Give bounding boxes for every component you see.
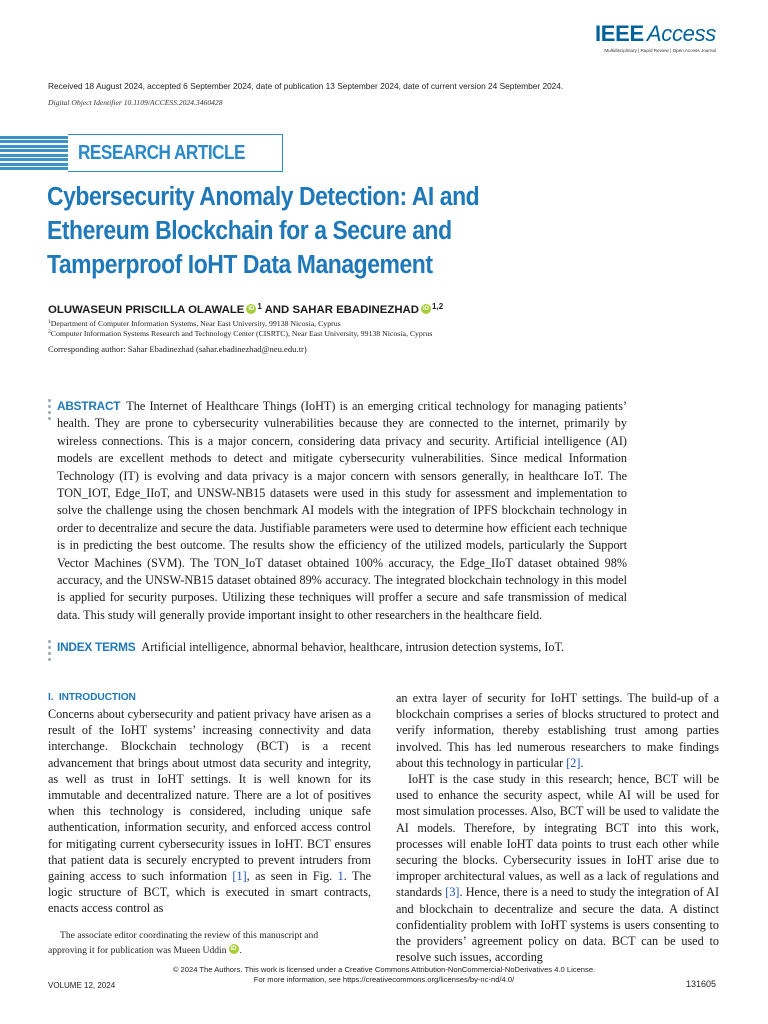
page-number: 131605	[685, 979, 716, 989]
title-line: Tamperproof IoHT Data Management	[47, 251, 433, 279]
citation-link[interactable]: [2]	[566, 755, 581, 770]
article-type-banner	[0, 134, 290, 172]
journal-tagline: Multidisciplinary | Rapid Review | Open Access Journal	[604, 48, 716, 53]
paragraph-text: IoHT is the case study in this research; hence, BCT will be used to enhance the security aspect, while AI will be used for most simulation processes. Also, BCT will be used to validate the AI models. Therefore, by integrating BCT into this work, processes will enable IoHT data points to trust each other while securing the blocks. Cybersecurity issues in IoHT arise due to improper architectural values, as well as a lack of regulations and standards	[396, 772, 719, 900]
body-paragraph	[48, 706, 371, 917]
author-affiliation-mark: 1,2	[432, 302, 444, 311]
author-list	[48, 302, 443, 316]
ieee-access-logo	[595, 22, 716, 53]
section-heading: I. INTRODUCTION	[48, 692, 136, 703]
footnote-text: .	[239, 945, 242, 956]
body-left-column	[48, 690, 371, 917]
affiliation-text: Department of Computer Information Systems, Near East University, 99138 Nicosia, Cyprus	[50, 319, 341, 328]
title-line: Cybersecurity Anomaly Detection: AI and	[47, 183, 480, 211]
paragraph-text: an extra layer of security for IoHT settings. The build-up of a blockchain comprises a series of blocks structured to protect and verify information, thereby establishing trust among parties involved. This has led numerous researchers to make findings about this technology in particular	[396, 691, 719, 770]
index-terms	[57, 639, 657, 656]
license-notice: © 2024 The Authors. This work is licensed under a Creative Commons Attribution-NonCommercial-NoDerivatives 4.0 License.	[172, 965, 596, 974]
footnote-text: approving it for publication was Mueen Uddin	[48, 945, 227, 956]
logo-ieee-text: IEEE	[594, 21, 644, 46]
author-name: OLUWASEUN PRISCILLA OLAWALE	[48, 304, 245, 316]
banner-label: RESEARCH ARTICLE	[78, 141, 245, 164]
body-right-column	[396, 690, 719, 965]
affiliation	[48, 329, 432, 338]
banner-box	[68, 134, 283, 172]
author-name: SAHAR EBADINEZHAD	[292, 304, 420, 316]
affiliation	[48, 319, 341, 328]
abstract-text: The Internet of Healthcare Things (IoHT) is an emerging critical technology for managing patients’ health. They are prone to cybersecurity vulnerabilities because they are connected to the internet, primarily by wireless connections. This is a major concern, considering data privacy and security. Artificial intelligence (AI) models are excellent methods to detect and mitigate cybersecurity vulnerabilities. Since medical Information Technology (IT) is evolving and data privacy is a major concern with sensors generally, in healthcare IoT. The TON_IOT, Edge_IIoT, and UNSW-NB15 datasets were used in this study for assessment and implementation to solve the challenge using the chosen benchmark AI models with the integration of IPFS blockchain technology in order to decentralize and secure the data. Justifiable parameters were used to determine how efficient each technique is in predicting the best outcome. The results show the efficiency of the utilized models, particularly the Support Vector Machines (SVM). The TON_IoT dataset obtained 100% accuracy, the Edge_IIoT dataset obtained 98% accuracy, and the UNSW-NB15 dataset obtained 89% accuracy. The integrated blockchain technology in this model is applied for security purposes. Utilizing these techniques will proffer a secure and safe transmission of medical data. This study will generally provide important insight to other researchers in the healthcare field.	[57, 399, 627, 622]
license-link[interactable]: For more information, see https://creativecommons.org/licenses/by-nc-nd/4.0/	[253, 975, 515, 984]
citation-link[interactable]: [1]	[232, 869, 247, 884]
orcid-icon[interactable]: iD	[423, 306, 430, 312]
footnote-line: The associate editor coordinating the review of this manuscript and	[60, 930, 319, 941]
paragraph-text: Concerns about cybersecurity and patient privacy have arisen as a result of the IoHT systems’ increasing connectivity and data interchange. Blockchain technology (BCT) is a recent advancement that brings about utmost data security and integrity, as well as trust in IoHT settings. It is well known for its immutable and decentralized nature. There are a lot of positives when this technology is considered, including unique safe authentication, information security, and enforced access control for mitigating current cybersecurity issues in IoHT. BCT ensures that patient data is securely encrypted to prevent intruders from gaining access to such information	[48, 707, 371, 884]
affiliation-text: Computer Information Systems Research and Technology Center (CISRTC), Near East University, 99138 Nicosia, Cyprus	[50, 329, 433, 338]
body-paragraph	[396, 690, 719, 771]
paragraph-text: , as seen in Fig.	[246, 869, 338, 884]
title-line: Ethereum Blockchain for a Secure and	[47, 217, 452, 245]
orcid-icon[interactable]: iD	[230, 946, 237, 952]
body-paragraph	[396, 771, 719, 965]
volume-label: VOLUME 12, 2024	[48, 981, 116, 990]
banner-stripes	[0, 136, 68, 170]
paper-title	[47, 180, 607, 282]
doi: Digital Object Identifier 10.1109/ACCESS.2024.3460428	[48, 98, 223, 107]
index-terms-text: Artificial intelligence, abnormal behavior, healthcare, intrusion detection systems, IoT.	[141, 640, 565, 654]
author-connector: AND	[261, 304, 293, 316]
author-affiliation-mark: 1	[257, 302, 262, 311]
paragraph-text: . Hence, there is a need to study the integration of AI and blockchain to decentralize and secure the data. A distinct confidentiality problem with IoHT systems is users consenting to the providers’ agreement policy on data. BCT can be used to resolve such issues, according	[396, 885, 719, 965]
affiliation-mark: 2	[48, 329, 51, 335]
logo-access-text: Access	[646, 21, 716, 46]
corresponding-author: Corresponding author: Sahar Ebadinezhad (sahar.ebadinezhad@neu.edu.tr)	[48, 344, 307, 354]
figure-link[interactable]: 1	[337, 869, 344, 884]
abstract	[57, 398, 627, 624]
affiliation-mark: 1	[48, 319, 51, 325]
citation-link[interactable]: [3]	[445, 885, 460, 900]
footnote-line	[48, 943, 371, 958]
abstract-dots-icon	[48, 399, 52, 420]
paragraph-text: .	[580, 755, 584, 770]
publication-dates: Received 18 August 2024, accepted 6 September 2024, date of publication 13 September 2024, date of current version 24 September 2024.	[48, 81, 564, 91]
index-terms-dots-icon	[48, 640, 52, 661]
editor-footnote	[48, 928, 371, 958]
abstract-label: ABSTRACT	[57, 399, 121, 413]
orcid-icon[interactable]: iD	[248, 306, 255, 312]
paragraph-text: . The logic structure of BCT, which is executed in smart contracts, enacts access control as	[48, 869, 371, 916]
index-terms-label: INDEX TERMS	[57, 640, 136, 654]
